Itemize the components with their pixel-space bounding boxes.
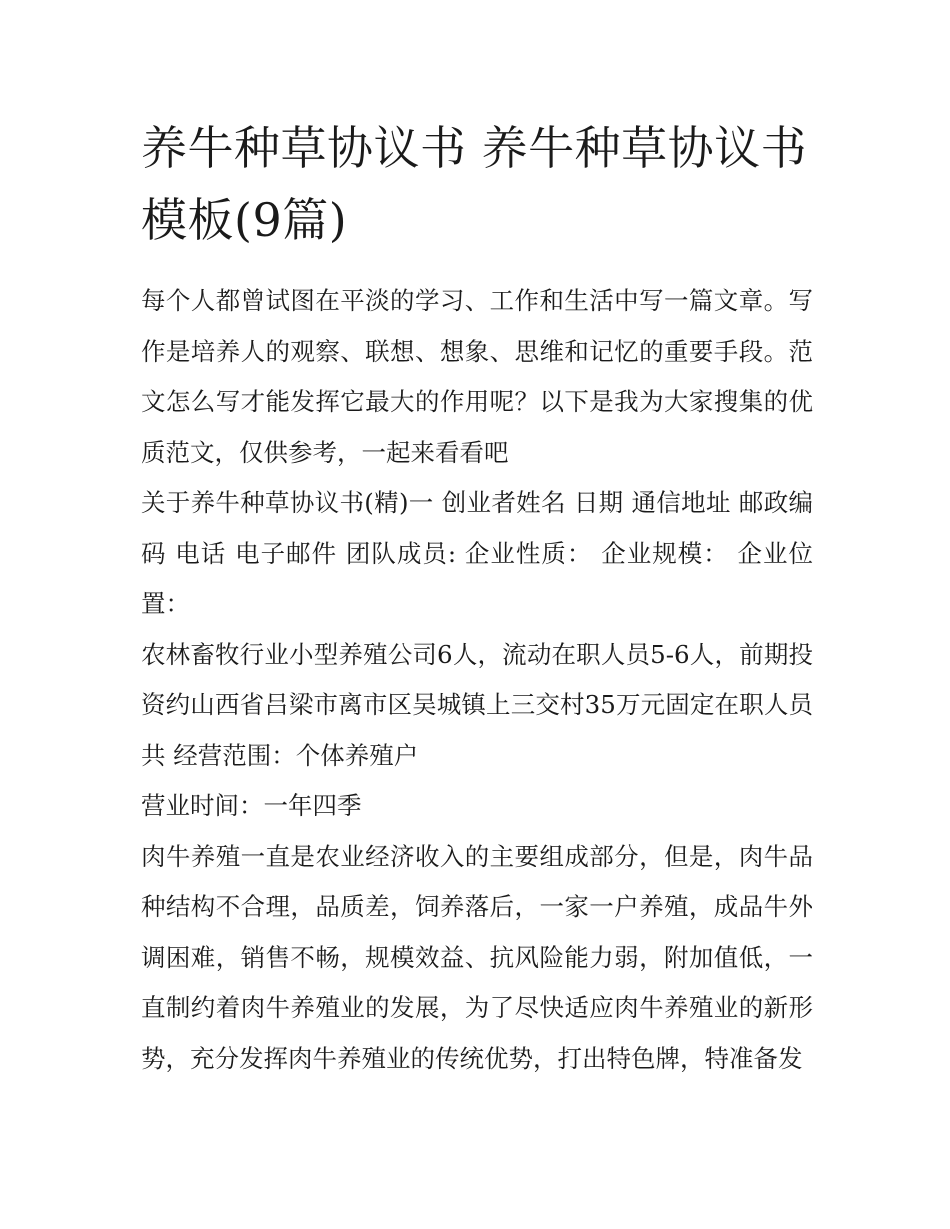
paragraph-company-info: 农林畜牧行业小型养殖公司6人，流动在职人员5-6人，前期投资约山西省吕梁市离市区吴城镇上三交村35万元固定在职人员共 经营范围：个体养殖户	[141, 639, 813, 770]
document-page	[141, 112, 813, 1084]
document-title: 养牛种草协议书 养牛种草协议书模板(9篇)	[141, 121, 808, 247]
paragraph-background: 肉牛养殖一直是农业经济收入的主要组成部分，但是，肉牛品种结构不合理，品质差，饲养落后，一家一户养殖，成品牛外调困难，销售不畅，规模效益、抗风险能力弱，附加值低，一直制约着肉牛养殖业的发展，为了尽快适应肉牛养殖业的新形势，充分发挥肉牛养殖业的传统优势，打出特色牌，特准备发	[141, 841, 813, 1073]
document-body	[141, 276, 813, 1084]
paragraph-intro: 每个人都曾试图在平淡的学习、工作和生活中写一篇文章。写作是培养人的观察、联想、想象、思维和记忆的重要手段。范文怎么写才能发挥它最大的作用呢？以下是我为大家搜集的优质范文，仅供参考，一起来看看吧	[141, 286, 813, 467]
paragraph-entrepreneur-info: 关于养牛种草协议书(精)一 创业者姓名 日期 通信地址 邮政编码 电话 电子邮件 团队成员: 企业性质： 企业规模： 企业位置：	[141, 488, 813, 618]
paragraph-business-hours: 营业时间：一年四季	[141, 791, 362, 820]
